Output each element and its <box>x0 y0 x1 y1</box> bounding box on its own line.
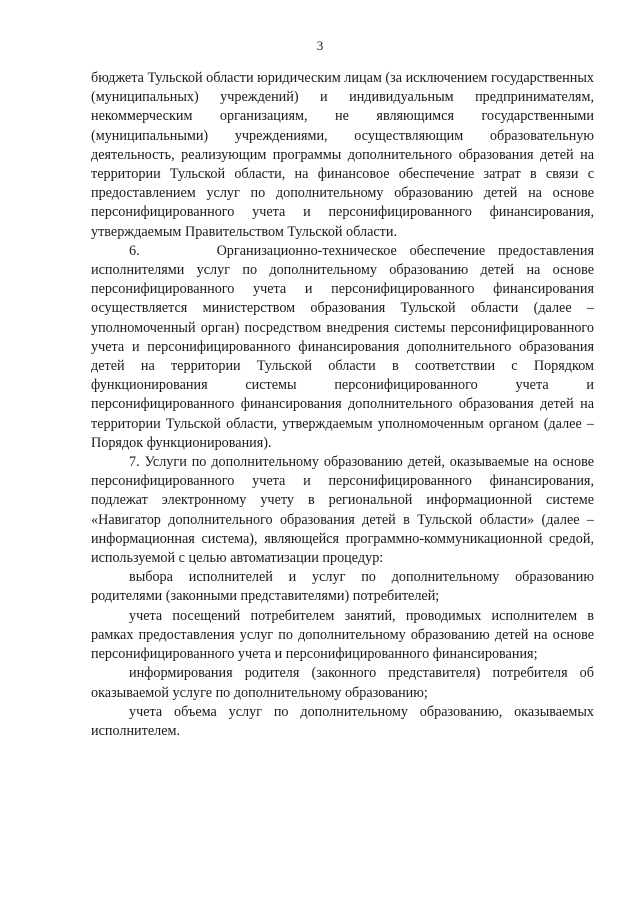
procedure-item-informing: информирования родителя (законного представителя) потребителя об оказываемой услуге по дополнительному образованию; <box>91 665 594 701</box>
procedure-item-selection: выбора исполнителей и услуг по дополнительному образованию родителями (законными представителями) потребителей; <box>91 569 594 605</box>
paragraph-item-6: 6. Организационно-техническое обеспечение предоставления исполнителями услуг по дополнительному образованию детей на основе персонифицированного учета и персонифицированного финансирования осуществляется министерством образования Тульской области (далее – уполномоченный орган) посредством внедрения системы персонифицированного учета и персонифицированного финансирования дополнительного образования детей на территории Тульской области в соответствии с Порядком функционирования системы персонифицированного учета и персонифицированного финансирования дополнительного образования детей на территории Тульской области, утверждаемым уполномоченным органом (далее – Порядок функционирования). <box>91 242 594 451</box>
document-body <box>91 69 594 741</box>
paragraph-item-7: 7. Услуги по дополнительному образованию детей, оказываемые на основе персонифицированного учета и персонифицированного финансирования, подлежат электронному учету в региональной информационной системе «Навигатор дополнительного образования детей в Тульской области» (далее – информационная система), являющейся программно-коммуникационной средой, используемой с целью автоматизации процедур: <box>91 454 594 567</box>
page-number: 3 <box>316 38 324 53</box>
procedure-item-attendance: учета посещений потребителем занятий, проводимых исполнителем в рамках предоставления услуг по дополнительному образованию детей на основе персонифицированного учета и персонифицированного финансирования; <box>91 607 594 663</box>
paragraph-continuation: бюджета Тульской области юридическим лицам (за исключением государственных (муниципальных) учреждений) и индивидуальным предпринимателям, некоммерческим организациям, не являющимся государственными (муниципальными) учреждениями, осуществляющим образовательную деятельность, реализующим программы дополнительного образования детей на территории Тульской области, на финансовое обеспечение затрат в связи с предоставлением услуг по дополнительному образованию детей на основе персонифицированного учета и персонифицированного финансирования, утверждаемым Правительством Тульской области. <box>91 70 594 240</box>
procedure-item-volume: учета объема услуг по дополнительному образованию, оказываемых исполнителем. <box>91 703 594 739</box>
